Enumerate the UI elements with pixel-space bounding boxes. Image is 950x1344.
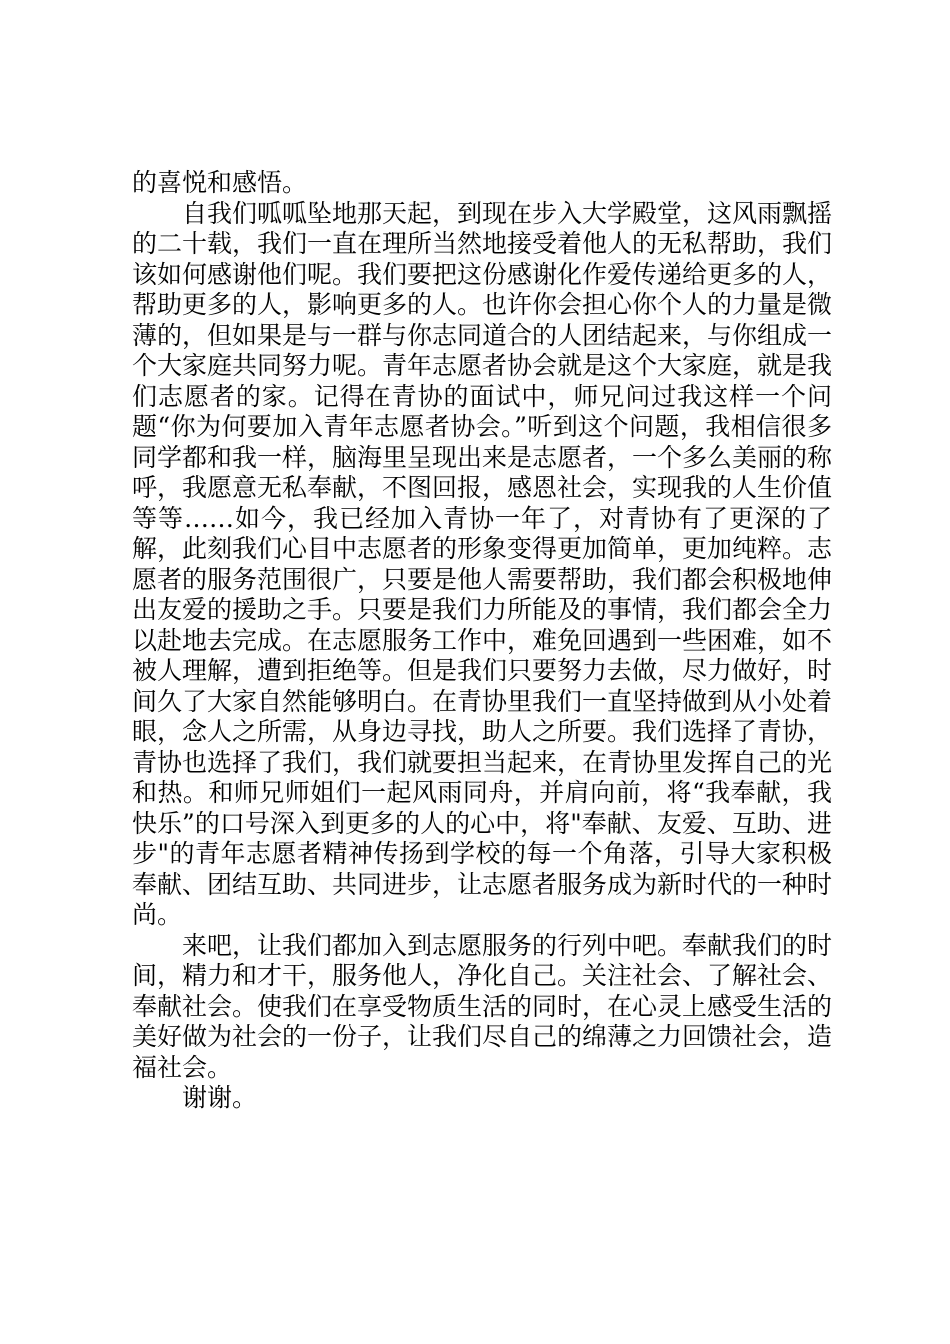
document-body: [132, 168, 832, 1114]
paragraph-thanks: 谢谢。: [182, 1083, 258, 1112]
paragraph-volunteer-association: 自我们呱呱坠地那天起，到现在步入大学殿堂，这风雨飘摇的二十载，我们一直在理所当然地接受着他人的无私帮助，我们该如何感谢他们呢。我们要把这份感谢化作爱传递给更多的人，帮助更多的人，影响更多的人。也许你会担心你个人的力量是微薄的，但如果是与一群与你志同道合的人团结起来，与你组成一个大家庭共同努力呢。青年志愿者协会就是这个大家庭，就是我们志愿者的家。记得在青协的面试中，师兄问过我这样一个问题“你为何要加入青年志愿者协会。”听到这个问题，我相信很多同学都和我一样，脑海里呈现出来是志愿者，一个多么美丽的称呼，我愿意无私奉献，不图回报，感恩社会，实现我的人生价值等等……如今，我已经加入青协一年了，对青协有了更深的了解，此刻我们心目中志愿者的形象变得更加简单，更加纯粹。志愿者的服务范围很广，只要是他人需要帮助，我们都会积极地伸出友爱的援助之手。只要是我们力所能及的事情，我们都会全力以赴地去完成。在志愿服务工作中，难免回遇到一些困难，如不被人理解，遭到拒绝等。但是我们只要努力去做，尽力做好，时间久了大家自然能够明白。在青协里我们一直坚持做到从小处着眼，念人之所需，从身边寻找，助人之所要。我们选择了青协，青协也选择了我们，我们就要担当起来，在青协里发挥自己的光和热。和师兄师姐们一起风雨同舟，并肩向前，将“我奉献，我快乐”的口号深入到更多的人的心中，将"奉献、友爱、互助、进步"的青年志愿者精神传扬到学校的每一个角落，引导大家积极奉献、团结互助、共同进步，让志愿者服务成为新时代的一种时尚。: [132, 198, 833, 929]
paragraph-continuation: 的喜悦和感悟。: [132, 168, 308, 197]
paragraph-call-to-action: 来吧，让我们都加入到志愿服务的行列中吧。奉献我们的时间，精力和才干，服务他人，净化自己。关注社会、了解社会、奉献社会。使我们在享受物质生活的同时，在心灵上感受生活的美好做为社会的一份子，让我们尽自己的绵薄之力回馈社会，造福社会。: [132, 930, 833, 1082]
